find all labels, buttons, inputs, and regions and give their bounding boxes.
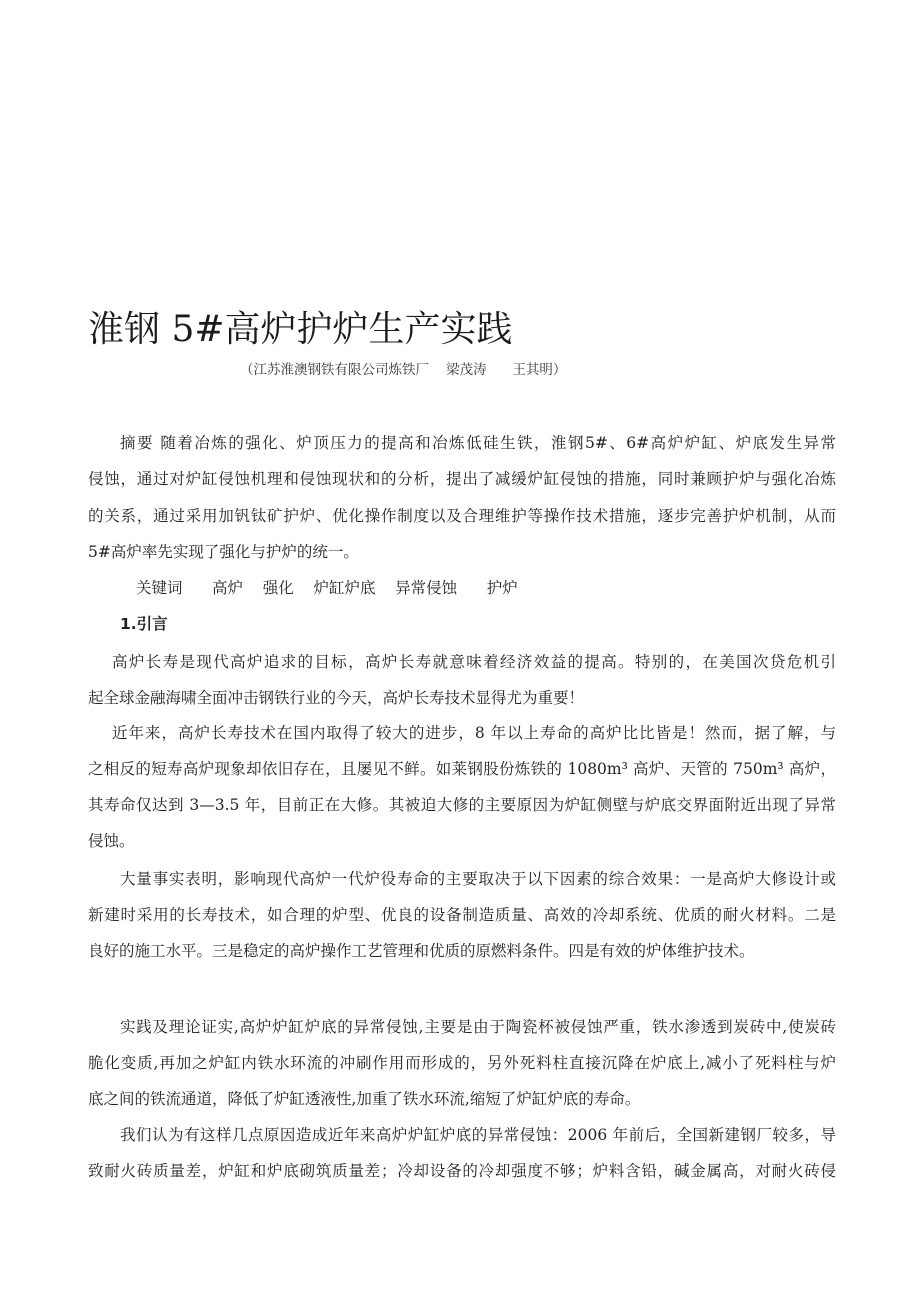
intro-line: 良好的施工水平。三是稳定的高炉操作工艺管理和优质的原燃料条件。四是有效的炉体维护技术。 [88, 942, 755, 960]
body-line: 我们认为有这样几点原因造成近年来高炉炉缸炉底的异常侵蚀：2006 年前后，全国新建钢厂较多，导 [120, 1126, 836, 1144]
keywords: 关键词 高炉 强化 炉缸炉底 异常侵蚀 护炉 [136, 579, 518, 597]
author-affiliation: （江苏淮澳钢铁有限公司炼铁厂 梁茂涛 王其明） [240, 362, 567, 378]
intro-line: 高炉长寿是现代高炉追求的目标，高炉长寿就意味着经济效益的提高。特别的，在美国次贷危机引 [112, 653, 836, 671]
intro-line: 近年来，高炉长寿技术在国内取得了较大的进步，8 年以上寿命的高炉比比皆是！然而，据了解，与 [112, 724, 836, 742]
intro-line: 其寿命仅达到 3—3.5 年，目前正在大修。其被迫大修的主要原因为炉缸侧壁与炉底交界面附近出现了异常 [88, 796, 836, 814]
abstract-line: 5#高炉率先实现了强化与护炉的统一。 [88, 543, 359, 561]
body-line: 致耐火砖质量差，炉缸和炉底砌筑质量差；冷却设备的冷却强度不够；炉料含铅，碱金属高，对耐火砖侵 [88, 1162, 836, 1180]
abstract-line: 摘要 随着冶炼的强化、炉顶压力的提高和冶炼低硅生铁，淮钢5#、6#高炉炉缸、炉底发生异常 [120, 434, 836, 452]
intro-line: 大量事实表明，影响现代高炉一代炉役寿命的主要取决于以下因素的综合效果：一是高炉大修设计或 [120, 870, 836, 888]
intro-line: 新建时采用的长寿技术，如合理的炉型、优良的设备制造质量、高效的冷却系统、优质的耐火材料。二是 [88, 906, 836, 924]
section-heading: 1.引言 [120, 615, 168, 633]
paper-title: 淮钢 5#高炉护炉生产实践 [88, 309, 513, 350]
body-line: 脆化变质,再加之炉缸内铁水环流的冲刷作用而形成的，另外死料柱直接沉降在炉底上,减小了死料柱与炉 [88, 1054, 836, 1072]
body-line: 实践及理论证实,高炉炉缸炉底的异常侵蚀,主要是由于陶瓷杯被侵蚀严重，铁水渗透到炭砖中,使炭砖 [120, 1018, 836, 1036]
intro-line: 之相反的短寿高炉现象却依旧存在，且屡见不鲜。如莱钢股份炼铁的 1080m³ 高炉、天管的 750m³ 高炉， [88, 760, 836, 778]
body-line: 底之间的铁流通道，降低了炉缸透液性,加重了铁水环流,缩短了炉缸炉底的寿命。 [88, 1090, 641, 1108]
intro-line: 起全球金融海啸全面冲击钢铁行业的今天，高炉长寿技术显得尤为重要！ [88, 689, 585, 707]
intro-line: 侵蚀。 [88, 832, 135, 850]
abstract-line: 的关系，通过采用加钒钛矿护炉、优化操作制度以及合理维护等操作技术措施，逐步完善护炉机制，从而 [88, 507, 836, 525]
abstract-line: 侵蚀，通过对炉缸侵蚀机理和侵蚀现状和的分析，提出了减缓炉缸侵蚀的措施，同时兼顾护炉与强化冶炼 [88, 470, 836, 488]
